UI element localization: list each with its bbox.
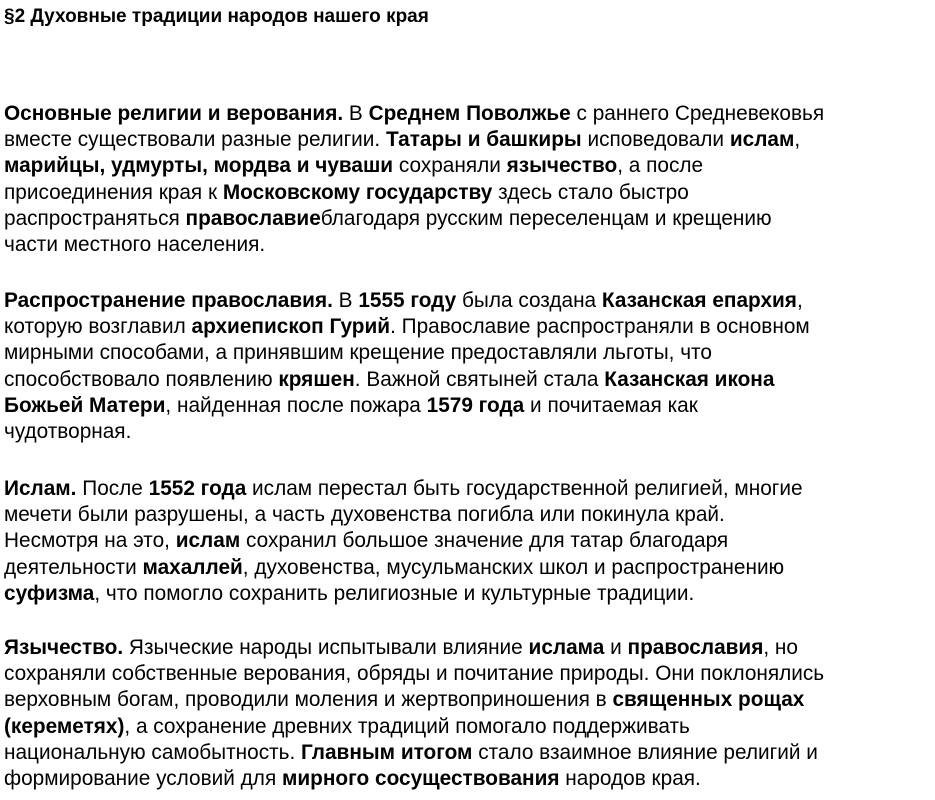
text-line [4,232,931,258]
text-run: сохраняли собственные верования, обряды и почитание природы. Они поклонялись [4,662,825,686]
text-run: , а сохранение древних традиций помогало поддерживать [124,714,690,738]
bold-term: Язычество. [4,636,124,659]
text-run: части местного населения. [4,232,266,256]
text-run: деятельности [4,555,143,579]
text-run: была создана [456,289,602,312]
bold-term: Ислам. [4,477,77,500]
bold-term: священных рощах [612,688,805,712]
text-run: . Православие распространяли в основном [390,315,810,339]
text-run: сохраняли [393,154,507,178]
text-line [4,555,931,581]
text-run: присоединения края к [4,180,223,204]
text-line [4,288,931,314]
bold-term: Казанская икона [604,367,775,391]
bold-term: Главным итогом [301,740,473,764]
bold-term: мирного сосуществования [282,766,560,790]
bold-term: махаллей [142,555,243,579]
text-run: формирование условий для [4,766,282,790]
text-line [4,393,931,419]
text-line [4,101,931,127]
text-line [4,127,931,153]
text-run: народов края. [559,766,701,790]
text-run: ислам перестал быть государственной религией, многие [246,477,803,500]
text-line [4,766,931,792]
bold-term: Казанская епархия [601,289,797,312]
bold-term: 1579 года [426,393,525,417]
text-run: и почитаемая как [524,393,698,417]
text-line [4,661,931,687]
bold-term: Среднем Поволжье [368,102,571,125]
bold-term: православие [185,206,321,230]
text-line [4,714,931,740]
text-run: сохранил большое значение для татар благодаря [240,529,729,553]
text-run: В [343,102,369,125]
text-run: После [76,477,149,500]
bold-term: (кереметях) [4,714,125,738]
text-line [4,740,931,766]
text-run: чудотворная. [4,419,132,443]
bold-term: Распространение православия. [4,289,333,312]
text-run: и [604,636,628,659]
text-run: Языческие народы испытывали влияние [123,636,529,659]
paragraph-paganism [4,635,931,792]
bold-term: Основные религии и верования. [4,102,344,125]
text-run: верховным богам, проводили моления и жертвоприношения в [4,688,613,712]
text-run: , [794,128,801,152]
text-run: мирными способами, а принявшим крещение предоставляли льготы, что [4,341,712,365]
bold-term: 1555 году [358,289,457,312]
text-run: стало взаимное влияние религий и [472,740,818,764]
text-run: которую возглавил [4,315,192,339]
text-run: распространяться [4,206,186,230]
text-run: с раннего Средневековья [570,102,825,125]
text-run: , а после [617,154,704,178]
bold-term: Божьей Матери [4,393,166,417]
section-title: §2 Духовные традиции народов нашего края [4,6,429,27]
text-run: вместе существовали разные религии. [4,128,386,152]
text-line [4,367,931,393]
text-line [4,314,931,340]
text-line [4,528,931,554]
text-line [4,206,931,232]
bold-term: Московскому государству [222,180,493,204]
bold-term: язычество [506,154,618,178]
text-line [4,687,931,713]
paragraph-islam [4,476,931,607]
text-run: , найденная после пожара [165,393,427,417]
text-run: исповедовали [581,128,730,152]
bold-term: архиепископ Гурий [191,315,391,339]
text-run: благодаря русским переселенцам и крещению [320,206,772,230]
text-line [4,340,931,366]
bold-term: православия [627,636,764,659]
bold-term: ислам [729,128,795,152]
bold-term: кряшен [278,367,355,391]
text-run: , но [763,636,798,659]
text-run: Несмотря на это, [4,529,176,553]
text-run: здесь стало быстро [492,180,689,204]
text-line [4,419,931,445]
text-line [4,581,931,607]
bold-term: марийцы, удмурты, мордва и чуваши [4,154,394,178]
bold-term: ислама [528,636,605,659]
paragraph-orthodoxy-spread [4,288,931,445]
text-run: В [332,289,359,312]
text-run: национальную самобытность. [4,740,302,764]
text-run: . Важной святыней стала [354,367,605,391]
bold-term: 1552 года [148,477,247,500]
text-run: мечети были разрушены, а часть духовенства погибла или покинула край. [4,503,725,527]
text-line [4,476,931,502]
bold-term: суфизма [4,581,95,605]
text-run: способствовало появлению [4,367,279,391]
paragraph-main-religions [4,101,931,258]
text-run: , что помогло сохранить религиозные и культурные традиции. [94,581,695,605]
text-line [4,180,931,206]
text-run: , духовенства, мусульманских школ и распространению [242,555,785,579]
text-line [4,153,931,179]
text-run: , [796,289,803,312]
text-line [4,502,931,528]
bold-term: Татары и башкиры [385,128,582,152]
text-line [4,635,931,661]
bold-term: ислам [175,529,241,553]
